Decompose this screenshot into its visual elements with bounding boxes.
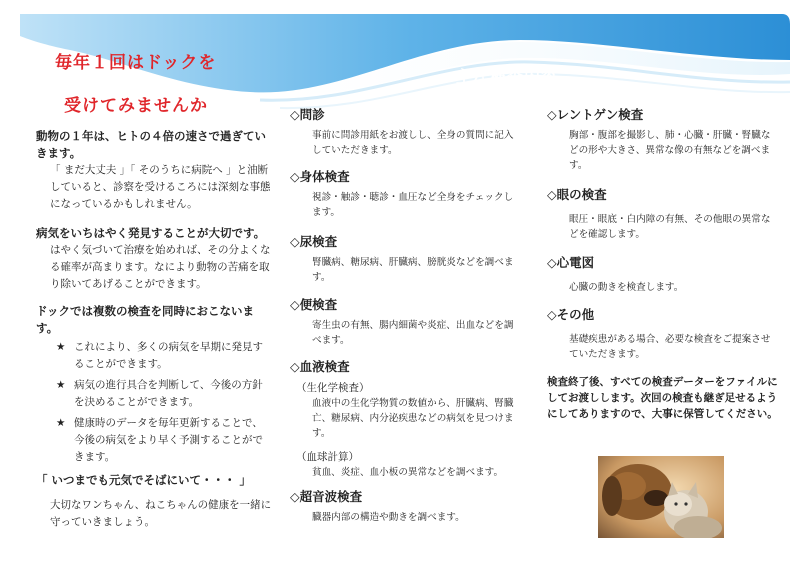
- section-ultrasound: [290, 488, 520, 525]
- star-icon: ★: [56, 341, 66, 353]
- section-other: [547, 306, 779, 374]
- paragraph-1-text: 「 まだ大丈夫 」「 そのうちに病院へ 」と油断していると、診察を受けるころには深刻な事態になっているかもしれません。: [50, 164, 271, 210]
- section-interview: [290, 106, 520, 168]
- section-stool: [290, 296, 520, 358]
- paragraph-1-heading: 動物の１年は、ヒトの４倍の速さで過ぎていきます。: [36, 129, 266, 160]
- section-desc: 眼圧・眼底・白内障の有無、その他眼の異常などを確認します。: [569, 214, 771, 240]
- section-title: ◇血液検査: [290, 359, 350, 374]
- section-desc: 基礎疾患がある場合、必要な検査をご提案させていただきます。: [569, 334, 771, 360]
- subsection-blood-count: （血球計算）: [296, 451, 359, 463]
- dog-and-cat-photo: [598, 456, 724, 538]
- section-desc: 臓器内部の構造や動きを調べます。: [312, 512, 465, 523]
- section-desc: 心臓の動きを検査します。: [569, 282, 684, 293]
- section-blood: [290, 358, 520, 488]
- section-desc: 寄生虫の有無、腸内細菌や炎症、出血などを調べます。: [312, 320, 514, 346]
- main-heading: 主な検査内容: [456, 67, 559, 86]
- section-xray: [547, 106, 779, 186]
- list-item: ★ 病気の進行具合を判断して、今後の方針を決めることができます。: [56, 379, 263, 408]
- section-title: ◇問診: [290, 107, 325, 122]
- section-desc: 事前に問診用紙をお渡しし、全身の質問に記入していただきます。: [312, 130, 514, 156]
- section-title: ◇心電図: [547, 255, 595, 270]
- section-desc: 貧血、炎症、血小板の異常などを調べます。: [312, 467, 504, 478]
- benefit-list: [36, 339, 272, 466]
- section-desc: 視診・触診・聴診・血圧など全身をチェックします。: [312, 192, 514, 218]
- section-title: ◇超音波検査: [290, 489, 363, 504]
- paragraph-2-heading: 病気をいちはやく発見することが大切です。: [36, 226, 266, 240]
- section-title: ◇尿検査: [290, 234, 338, 249]
- section-desc: 血液中の生化学物質の数値から、肝臓病、腎臓亡、糖尿病、内分泌疾患などの病気を見つけます。: [312, 398, 514, 439]
- headline-line1: 毎年１回はドックを: [55, 53, 217, 73]
- star-icon: ★: [56, 417, 66, 429]
- section-desc: 胸部・腹部を撮影し、肺・心臓・肝臓・腎臓などの形や大きさ、異常な像の有無などを調べます。: [569, 130, 771, 171]
- paragraph-4-text: 大切なワンちゃん、ねこちゃんの健康を一緒に守っていきましょう。: [50, 499, 272, 528]
- section-urine: [290, 233, 520, 296]
- section-title: ◇その他: [547, 307, 595, 322]
- paragraph-4-heading: 「 いつまでも元気でそばにいて・・・ 」: [36, 473, 252, 487]
- paragraph-2-text: はやく気づいて治療を始めれば、その分よくなる確率が高まります。なにより動物の苦痛を取り除いてあげることができます。: [50, 244, 271, 290]
- section-title: ◇レントゲン検査: [547, 107, 644, 122]
- list-item: ★ これにより、多くの病気を早期に発見することができます。: [56, 341, 263, 370]
- left-column: [36, 128, 272, 531]
- middle-column: [290, 106, 520, 525]
- section-desc: 腎臓病、糖尿病、肝臓病、膀胱炎などを調べます。: [312, 257, 514, 283]
- section-eye: [547, 186, 779, 254]
- subsection-biochem: （生化学検査）: [296, 382, 370, 394]
- headline-line2: 受けてみませんか: [64, 96, 208, 116]
- section-title: ◇便検査: [290, 297, 338, 312]
- section-title: ◇眼の検査: [547, 187, 607, 202]
- closing-note: 検査終了後、すべての検査データーをファイルにしてお渡しします。次回の検査も継ぎ足せるようにしてありますので、大事に保管してください。: [547, 376, 778, 420]
- section-physical: [290, 168, 520, 233]
- section-title: ◇身体検査: [290, 169, 350, 184]
- paragraph-3-heading: ドックでは複数の検査を同時におこないます。: [36, 304, 255, 335]
- list-item: ★ 健康時のデータを毎年更新することで、今後の病気をより早く予測することができます。: [56, 417, 263, 463]
- section-ecg: [547, 254, 779, 306]
- right-column: [547, 106, 779, 422]
- star-icon: ★: [56, 379, 66, 391]
